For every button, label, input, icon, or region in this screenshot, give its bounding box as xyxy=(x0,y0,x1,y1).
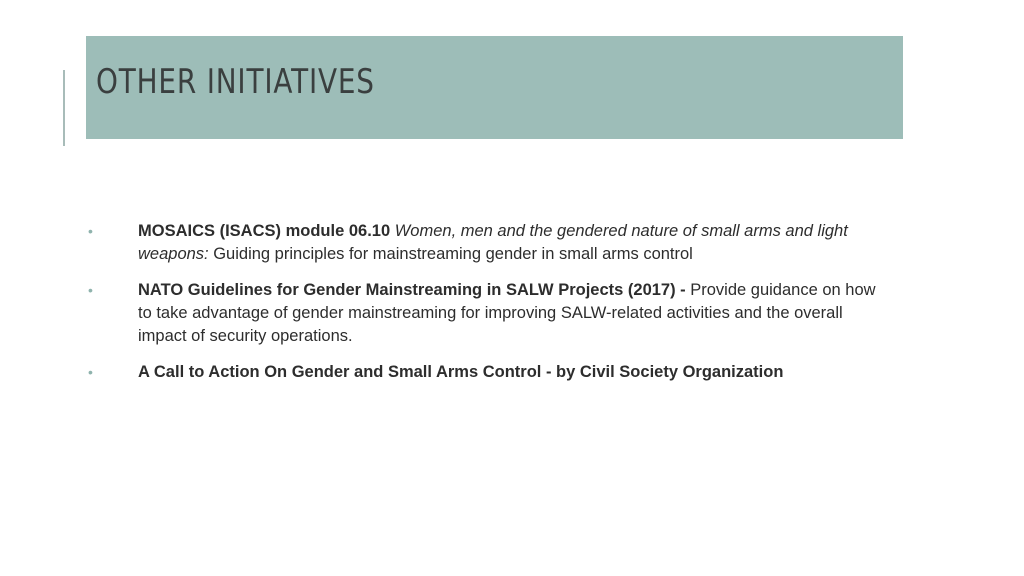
bullet-italic-text: Women, men and the gendered nature of small arms and light weapons: xyxy=(138,222,848,263)
title-band xyxy=(86,36,903,139)
bullet-item-mosaics xyxy=(86,220,886,266)
bullet-bold-text: NATO Guidelines for Gender Mainstreaming in SALW Projects (2017) - xyxy=(138,281,686,299)
bullet-dot-icon: • xyxy=(88,223,93,239)
bullet-dot-icon: • xyxy=(88,282,93,298)
bullet-list xyxy=(86,220,886,397)
bullet-body-text: Provide guidance on how to take advantage of gender mainstreaming for improving SALW-related activities and the overall impact of security operations. xyxy=(138,281,876,345)
bullet-item-call-to-action xyxy=(86,361,886,384)
title-accent-line xyxy=(63,70,65,146)
bullet-item-nato xyxy=(86,279,886,348)
bullet-bold-text: A Call to Action On Gender and Small Arms Control - by Civil Society Organization xyxy=(138,363,784,381)
slide-title: OTHER INITIATIVES xyxy=(96,62,375,102)
bullet-body-text: Guiding principles for mainstreaming gender in small arms control xyxy=(208,245,693,263)
bullet-dot-icon: • xyxy=(88,364,93,380)
bullet-bold-text: MOSAICS (ISACS) module 06.10 xyxy=(138,222,391,240)
